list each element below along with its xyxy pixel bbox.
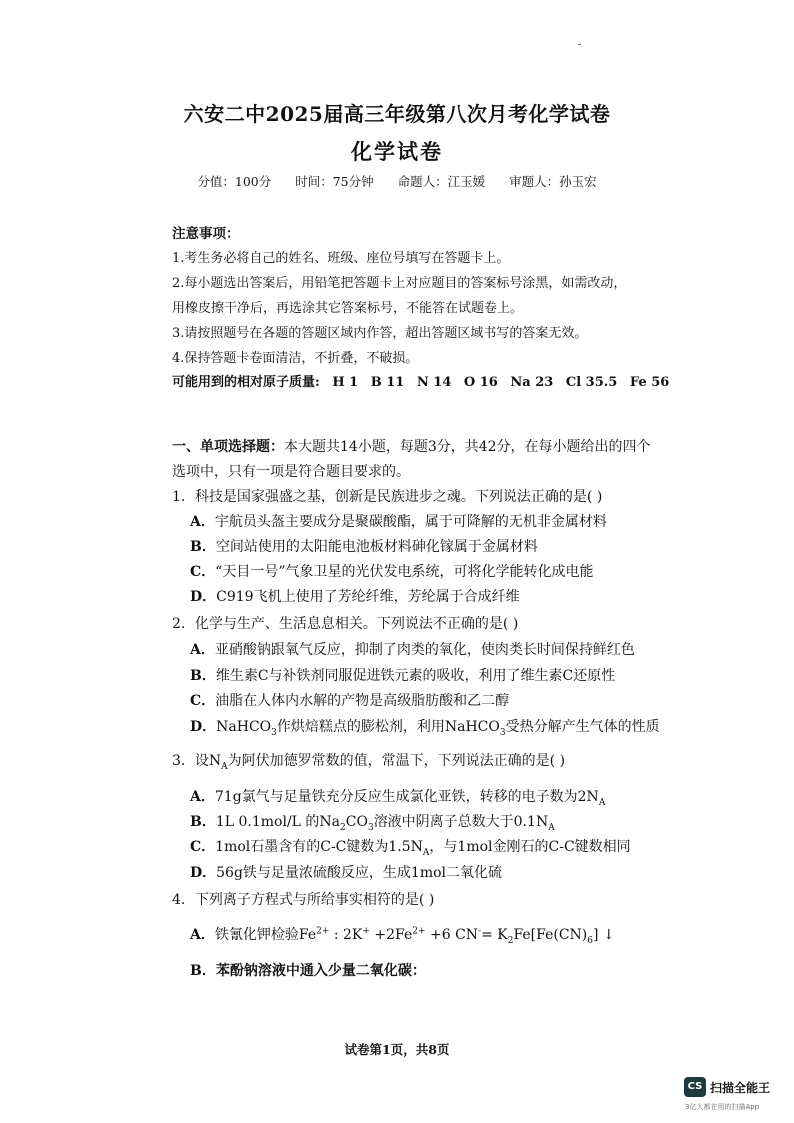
atomic-mass-item: Cl 35.5 xyxy=(565,375,618,390)
question-1-option-b xyxy=(190,536,538,556)
notice-line: 1.考生务必将自己的姓名、班级、座位号填写在答题卡上。 xyxy=(172,251,510,266)
question-4-option-a xyxy=(190,924,615,946)
watermark-app-name: 扫描全能王 xyxy=(710,1081,771,1095)
option-text: 空间站使用的太阳能电池板材料砷化镓属于金属材料 xyxy=(215,539,538,555)
option-letter: A． xyxy=(190,927,215,943)
notice-line: 4.保持答题卡卷面清洁，不折叠，不破损。 xyxy=(172,351,419,366)
atomic-mass-line xyxy=(172,371,677,390)
option-letter: D． xyxy=(190,719,217,735)
question-2-option-b xyxy=(190,665,615,685)
option-letter: A． xyxy=(190,789,215,805)
author-info: 命题人：江玉媛 xyxy=(397,174,486,189)
question-1-option-a xyxy=(190,511,607,531)
option-text: 铁氰化钾检验Fe xyxy=(214,927,317,943)
scan-speck xyxy=(578,44,581,45)
option-text: ，与1mol金刚石的C-C键数相同 xyxy=(429,839,631,855)
subscript: 3 xyxy=(271,727,277,738)
question-1-stem: 1．科技是国家强盛之基，创新是民族进步之魂。下列说法正确的是( ) xyxy=(172,489,603,505)
question-1-option-d xyxy=(190,586,520,606)
time-info: 时间：75分钟 xyxy=(295,174,374,189)
subscript: A xyxy=(598,797,606,808)
option-text: 1mol石墨含有的C-C键数为1.5N xyxy=(215,839,423,855)
option-text: 56g铁与足量浓硫酸反应，生成1mol二氧化硫 xyxy=(216,865,503,881)
section-text-line: 选项中，只有一项是符合题目要求的。 xyxy=(172,464,410,480)
subscript: A xyxy=(548,822,555,833)
section-heading xyxy=(172,436,651,456)
option-text: +2Fe xyxy=(369,927,413,943)
subscript: 6 xyxy=(587,935,594,946)
superscript: - xyxy=(478,926,482,937)
superscript: 2+ xyxy=(412,926,426,937)
option-letter: D． xyxy=(190,589,217,605)
option-letter: A． xyxy=(190,642,215,658)
subject-title: 化学试卷 xyxy=(351,139,443,164)
subscript: 2 xyxy=(507,935,514,946)
question-2-option-c xyxy=(190,690,509,710)
atomic-mass-item: H 1 xyxy=(332,375,359,390)
subscript: 3 xyxy=(499,727,506,738)
option-letter: C． xyxy=(190,839,216,855)
option-letter: B． xyxy=(190,963,216,979)
option-text: : 2K xyxy=(329,927,363,943)
option-letter: A． xyxy=(190,514,215,530)
atomic-mass-item: B 11 xyxy=(370,375,405,390)
question-1-option-c xyxy=(190,561,593,581)
notice-heading: 注意事项： xyxy=(172,226,240,242)
option-text: 71g氯气与足量铁充分反应生成氯化亚铁，转移的电子数为2N xyxy=(214,789,599,805)
question-3-stem xyxy=(172,750,565,772)
superscript: + xyxy=(362,926,370,937)
option-letter: D． xyxy=(190,865,217,881)
notice-line: 2.每小题选出答案后，用铅笔把答题卡上对应题目的答案标号涂黑，如需改动， xyxy=(172,276,627,291)
subscript: 3 xyxy=(367,822,374,833)
subscript: 2 xyxy=(340,822,346,833)
option-text: 受热分解产生气体的性质 xyxy=(505,719,660,735)
notice-line: 3.请按照题号在各题的答题区域内作答，超出答题区域书写的答案无效。 xyxy=(172,326,588,341)
subscript: A xyxy=(221,761,228,772)
option-text: Fe[Fe(CN) xyxy=(513,927,588,943)
stem-text: 3．设N xyxy=(172,753,222,769)
option-text: 维生素C与补铁剂同服促进铁元素的吸收，利用了维生素C还原性 xyxy=(215,668,616,684)
option-text: “天目一号”气象卫星的光伏发电系统，可将化学能转化成电能 xyxy=(215,564,594,580)
superscript: 2+ xyxy=(316,926,330,937)
camscanner-logo-icon: CS xyxy=(684,1077,706,1097)
option-text: NaHCO xyxy=(216,719,272,735)
option-text: ] ↓ xyxy=(593,927,615,943)
option-text: 亚硝酸钠跟氧气反应，抑制了肉类的氧化，使肉类长时间保持鲜红色 xyxy=(214,642,635,658)
subscript: A xyxy=(422,847,430,858)
question-2-stem: 2．化学与生产、生活息息相关。下列说法不正确的是( ) xyxy=(172,616,519,632)
question-4-stem: 4．下列离子方程式与所给事实相符的是( ) xyxy=(172,892,435,908)
atomic-mass-item: O 16 xyxy=(463,375,498,390)
option-letter: B． xyxy=(190,814,216,830)
option-text: 溶液中阴离子总数大于0.1N xyxy=(373,814,549,830)
option-text: 苯酚钠溶液中通入少量二氧化碳： xyxy=(215,963,426,979)
watermark-tagline: 3亿人都在用的扫描App xyxy=(685,1103,760,1111)
exam-title: 六安二中2025届高三年级第八次月考化学试卷 xyxy=(183,102,611,126)
option-letter: B． xyxy=(190,539,216,555)
option-text: +6 CN xyxy=(425,927,479,943)
atomic-mass-item: Na 23 xyxy=(510,375,554,390)
question-2-option-d xyxy=(190,716,660,738)
atomic-mass-item: N 14 xyxy=(416,375,452,390)
question-3-option-d xyxy=(190,862,502,882)
page-footer: 试卷第1页，共8页 xyxy=(344,1042,450,1057)
option-text: 作烘焙糕点的膨松剂，利用NaHCO xyxy=(276,719,500,735)
section-title: 一、单项选择题： xyxy=(172,439,284,455)
question-3-option-c xyxy=(190,836,631,858)
exam-info xyxy=(0,172,794,190)
notice-line: 用橡皮擦干净后，再选涂其它答案标号，不能答在试题卷上。 xyxy=(172,301,524,316)
option-text: 油脂在人体内水解的产物是高级脂肪酸和乙二醇 xyxy=(215,693,510,709)
section-text: 本大题共14小题，每题3分，共42分，在每小题给出的四个 xyxy=(284,439,651,455)
score-info: 分值：100分 xyxy=(197,174,272,189)
atomic-mass-label: 可能用到的相对原子质量: xyxy=(172,375,320,390)
atomic-mass-item: Fe 56 xyxy=(629,375,670,390)
option-text: C919飞机上使用了芳纶纤维，芳纶属于合成纤维 xyxy=(216,589,520,605)
option-text: 1L 0.1mol/L 的Na xyxy=(215,814,341,830)
reviewer-info: 审题人：孙玉宏 xyxy=(509,174,597,189)
option-text: 宇航员头盔主要成分是聚碳酸酯，属于可降解的无机非金属材料 xyxy=(214,514,607,530)
option-text: = K xyxy=(481,927,508,943)
question-3-option-b xyxy=(190,811,555,833)
question-4-option-b xyxy=(190,960,426,980)
option-letter: C． xyxy=(190,693,216,709)
option-letter: B． xyxy=(190,668,216,684)
stem-text: 为阿伏加德罗常数的值，常温下，下列说法正确的是( ) xyxy=(227,753,566,769)
option-text: CO xyxy=(345,814,368,830)
question-2-option-a xyxy=(190,639,635,659)
question-3-option-a xyxy=(190,786,605,808)
option-letter: C． xyxy=(190,564,216,580)
